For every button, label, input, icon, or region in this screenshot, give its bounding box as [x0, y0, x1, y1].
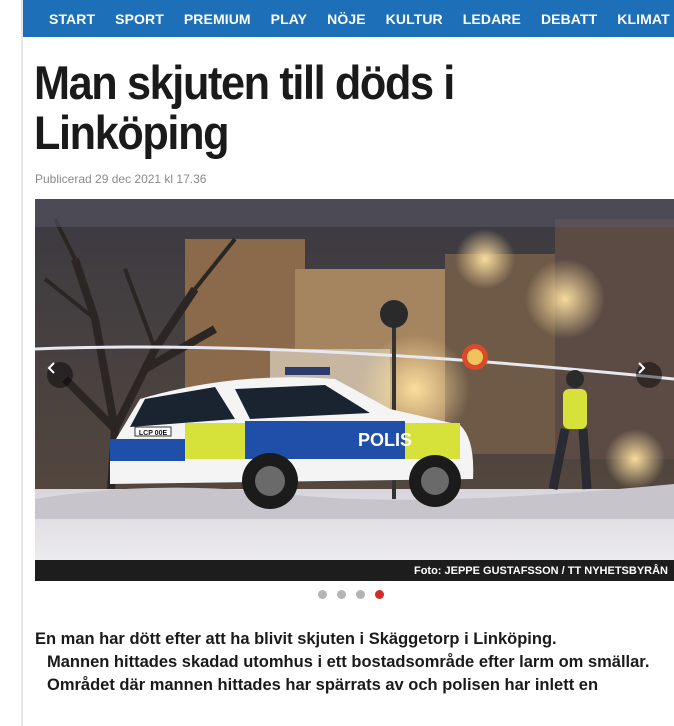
photo-caption: Foto: JEPPE GUSTAFSSON / TT NYHETSBYRÅN [413, 565, 668, 577]
nav-item-debatt[interactable]: DEBATT [540, 10, 598, 27]
carousel-dot[interactable] [337, 590, 346, 599]
nav-item-ledare[interactable]: LEDARE [462, 10, 521, 27]
carousel-next-button[interactable] [636, 362, 662, 388]
photo-police-car-scene [35, 199, 674, 581]
article-paragraph: Området där mannen hittades har spärrats av och polisen har inlett en [47, 676, 599, 694]
article-photo-carousel [35, 199, 674, 581]
page-left-border [21, 0, 23, 726]
carousel-prev-button[interactable] [47, 362, 73, 388]
car-polis-text: POLIS [357, 430, 413, 450]
nav-items [49, 11, 674, 27]
article-headline: Man skjuten till döds i Linköping [34, 56, 454, 159]
nav-item-play[interactable]: PLAY [270, 10, 308, 27]
chevron-right-icon [636, 362, 646, 374]
carousel-indicators [318, 590, 384, 599]
nav-item-start[interactable]: START [49, 10, 96, 27]
nav-item-sport[interactable]: SPORT [115, 10, 164, 27]
photo-caption-bar [35, 560, 674, 581]
nav-item-premium[interactable]: PREMIUM [183, 10, 251, 27]
published-date: Publicerad 29 dec 2021 kl 17.36 [35, 172, 207, 186]
carousel-dot[interactable] [356, 590, 365, 599]
license-plate: LCP 00E [138, 430, 168, 437]
article-body [35, 628, 665, 697]
carousel-dot-active[interactable] [375, 590, 384, 599]
nav-item-kultur[interactable]: KULTUR [385, 10, 443, 27]
chevron-left-icon [47, 362, 57, 374]
nav-item-noje[interactable]: NÖJE [327, 10, 366, 27]
article-paragraph: Mannen hittades skadad utomhus i ett bostadsområde efter larm om smällar. [47, 653, 650, 671]
article-paragraph: En man har dött efter att ha blivit skjuten i Skäggetorp i Linköping. [35, 630, 557, 648]
nav-item-klimat[interactable]: KLIMAT [617, 10, 670, 27]
top-navigation [23, 0, 674, 37]
carousel-dot[interactable] [318, 590, 327, 599]
